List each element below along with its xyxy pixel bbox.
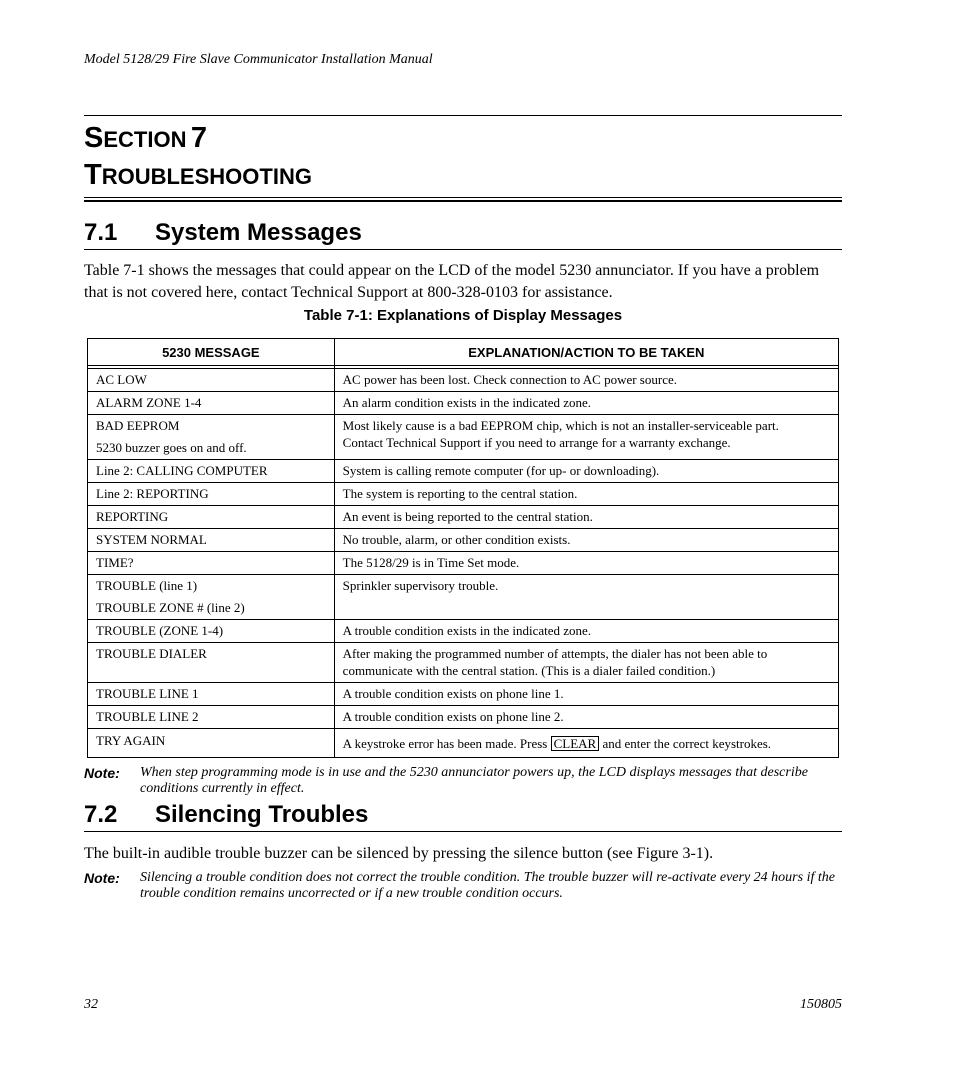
explanation-text: System is calling remote computer (for up- or downloading). (342, 463, 660, 478)
table-row (88, 706, 839, 729)
explanation-text: A trouble condition exists on phone line 1. (342, 686, 564, 701)
explanation-cell (334, 620, 838, 643)
message-cell (88, 460, 335, 483)
message-cell (88, 575, 335, 620)
heading-rule (84, 831, 842, 832)
message-cell (88, 643, 335, 683)
column-header-explanation: EXPLANATION/ACTION TO BE TAKEN (334, 339, 838, 366)
explanation-cell (334, 506, 838, 529)
message-cell (88, 529, 335, 552)
message-cell (88, 392, 335, 415)
message-text: TRY AGAIN (96, 733, 166, 748)
message-cell (88, 683, 335, 706)
table-row (88, 529, 839, 552)
message-text: TROUBLE ZONE # (line 2) (96, 600, 245, 615)
section-heading-line (84, 122, 312, 159)
message-text: REPORTING (96, 509, 169, 524)
message-cell (88, 552, 335, 575)
message-text: TROUBLE DIALER (96, 646, 207, 661)
explanation-part: A keystroke error has been made. Press (342, 736, 548, 751)
explanation-text: After making the programmed number of attempts, the dialer has not been able to (342, 646, 768, 661)
message-cell (88, 706, 335, 729)
heading-rule (84, 249, 842, 250)
message-text: BAD EEPROM (96, 418, 180, 433)
explanation-cell (334, 643, 838, 683)
message-cell (88, 729, 335, 758)
title-rule-thin (84, 197, 842, 198)
note-text: When step programming mode is in use and the 5230 annunciator powers up, the LCD displays messages that describe conditions currently in effect. (140, 765, 808, 796)
explanation-cell (334, 706, 838, 729)
explanation-cell (334, 483, 838, 506)
heading-number: 7.1 (84, 219, 118, 246)
explanation-text: An event is being reported to the central station. (342, 509, 593, 524)
chapter-title-line (84, 159, 312, 196)
section-number: 7 (190, 122, 208, 154)
explanation-text: A trouble condition exists in the indicated zone. (342, 623, 592, 638)
explanation-cell (334, 369, 838, 392)
message-text: AC LOW (96, 372, 147, 387)
note-label: Note: (84, 765, 120, 781)
heading-number: 7.2 (84, 801, 118, 828)
message-cell (88, 506, 335, 529)
message-cell (88, 369, 335, 392)
message-text: 5230 buzzer goes on and off. (96, 440, 247, 455)
table-row (88, 369, 839, 392)
message-text: ALARM ZONE 1-4 (96, 395, 202, 410)
table-row (88, 483, 839, 506)
note-7-1 (84, 765, 842, 797)
explanation-part: and enter the correct keystrokes. (602, 736, 772, 751)
messages-table (87, 338, 839, 758)
explanation-text: communicate with the central station. (This is a dialer failed condition.) (342, 663, 716, 678)
message-text: Line 2: REPORTING (96, 486, 209, 501)
message-text: TROUBLE LINE 1 (96, 686, 199, 701)
table-row (88, 460, 839, 483)
column-header-message: 5230 MESSAGE (88, 339, 335, 366)
heading-7-2 (84, 801, 368, 829)
header-rule (84, 115, 842, 116)
message-text: TROUBLE LINE 2 (96, 709, 199, 724)
page-number: 32 (84, 997, 98, 1012)
message-cell (88, 415, 335, 460)
section-title (84, 122, 312, 196)
message-text: TROUBLE (line 1) (96, 578, 198, 593)
chapter-cap: T (84, 159, 102, 191)
explanation-text (343, 735, 830, 752)
explanation-cell (334, 575, 838, 620)
message-cell (88, 620, 335, 643)
explanation-cell (334, 683, 838, 706)
explanation-text: Contact Technical Support if you need to arrange for a warranty exchange. (342, 435, 731, 450)
explanation-text: Most likely cause is a bad EEPROM chip, which is not an installer-serviceable part. (342, 418, 779, 433)
message-text: TROUBLE (ZONE 1-4) (96, 623, 224, 638)
explanation-cell (334, 552, 838, 575)
message-cell (88, 483, 335, 506)
table-body (88, 369, 839, 729)
explanation-cell (334, 460, 838, 483)
message-text: TIME? (96, 555, 134, 570)
explanation-text: An alarm condition exists in the indicated zone. (342, 395, 592, 410)
chapter-title: ROUBLESHOOTING (101, 164, 312, 189)
table-header-row (88, 339, 839, 366)
clear-key-label: CLEAR (551, 736, 600, 751)
section-cap: S (84, 122, 104, 154)
note-label: Note: (84, 870, 120, 886)
title-rule-thick (84, 200, 842, 202)
table-row (88, 683, 839, 706)
document-number: 150805 (800, 997, 842, 1012)
table-row (88, 729, 839, 758)
explanation-cell (334, 392, 838, 415)
running-header: Model 5128/29 Fire Slave Communicator Installation Manual (84, 52, 433, 67)
heading-title: Silencing Troubles (155, 801, 369, 828)
silencing-paragraph: The built-in audible trouble buzzer can be silenced by pressing the silence button (see Figure 3-1). (84, 845, 714, 862)
table-row (88, 575, 839, 620)
table-row (88, 415, 839, 460)
section-word: ECTION (103, 127, 187, 152)
explanation-text: The system is reporting to the central station. (342, 486, 578, 501)
table-caption: Table 7-1: Explanations of Display Messages (303, 307, 623, 324)
message-text: SYSTEM NORMAL (96, 532, 207, 547)
heading-7-1 (84, 219, 362, 247)
explanation-text: A trouble condition exists on phone line 2. (342, 709, 564, 724)
intro-paragraph: Table 7-1 shows the messages that could appear on the LCD of the model 5230 annunciator. If you have a problem that is not covered here, contact Technical Support at 800-328-0103 for assistance. (84, 262, 820, 301)
explanation-text: No trouble, alarm, or other condition exists. (342, 532, 571, 547)
explanation-cell (334, 415, 838, 460)
note-7-2 (84, 870, 842, 902)
table-row (88, 643, 839, 683)
table-row (88, 506, 839, 529)
explanation-cell (334, 529, 838, 552)
explanation-text: Sprinkler supervisory trouble. (342, 578, 499, 593)
table-row (88, 392, 839, 415)
note-text: Silencing a trouble condition does not correct the trouble condition. The trouble buzzer will re-activate every 24 hours if the trouble condition remains uncorrected or if a new trouble condition occurs. (140, 870, 835, 901)
message-text: Line 2: CALLING COMPUTER (96, 463, 268, 478)
table-row (88, 620, 839, 643)
explanation-text: The 5128/29 is in Time Set mode. (342, 555, 520, 570)
table-row (88, 552, 839, 575)
explanation-text: AC power has been lost. Check connection to AC power source. (342, 372, 677, 387)
heading-title: System Messages (155, 219, 362, 246)
explanation-cell (334, 729, 838, 758)
